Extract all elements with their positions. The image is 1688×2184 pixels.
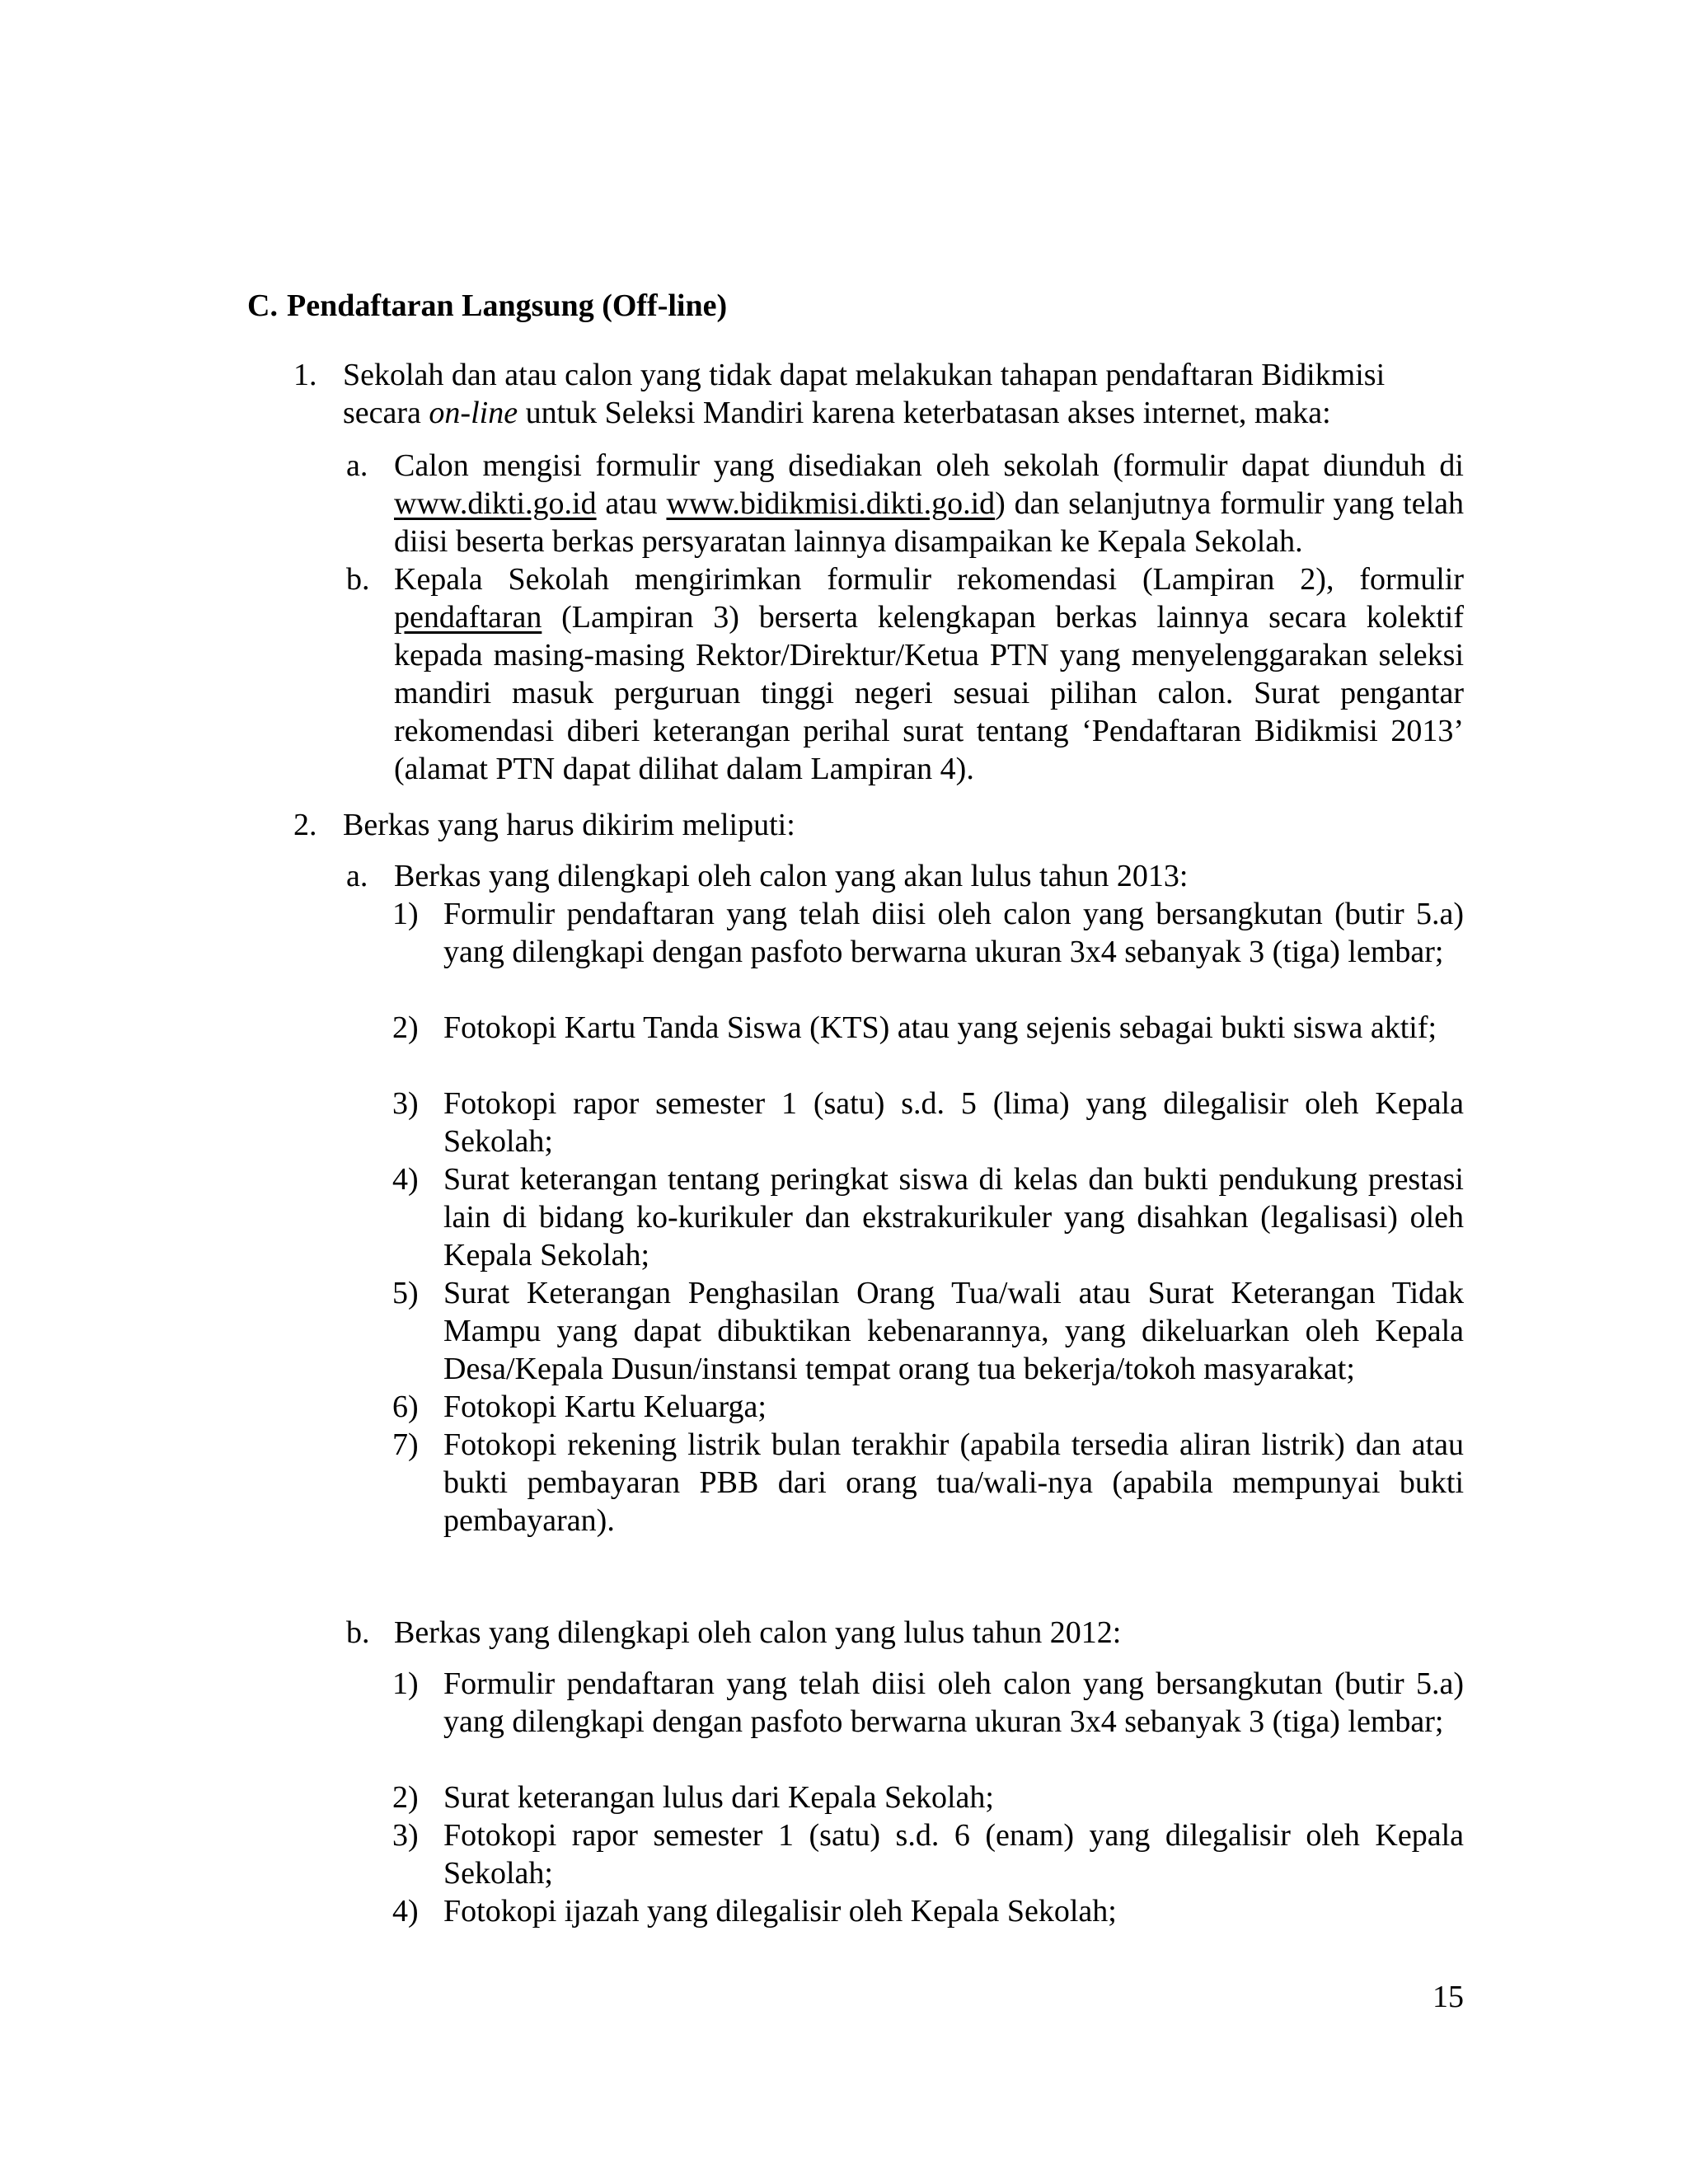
list-item-2	[293, 806, 1464, 844]
text-segment: Kepala Sekolah mengirimkan formulir rekomendasi (Lampiran 2), formulir	[394, 562, 1464, 597]
item-text-pre: secara	[343, 396, 429, 430]
page-number: 15	[1432, 1980, 1464, 2014]
requirement-number: 3)	[392, 1086, 419, 1121]
section-letter: C.	[247, 288, 278, 323]
sub-item-1b	[346, 560, 1464, 788]
list-item-text	[343, 356, 1464, 432]
requirement-text: Fotokopi Kartu Tanda Siswa (KTS) atau yang sejenis sebagai bukti siswa aktif;	[443, 1010, 1437, 1045]
list-item-text	[394, 560, 1464, 788]
section-heading	[247, 287, 727, 325]
requirement-text: Fotokopi ijazah yang dilegalisir oleh Kepala Sekolah;	[443, 1894, 1117, 1929]
requirement-text: Surat keterangan lulus dari Kepala Sekolah;	[443, 1780, 994, 1815]
requirement-number: 1)	[392, 1666, 419, 1701]
requirement-number: 5)	[392, 1276, 419, 1310]
section-title: Pendaftaran Langsung (Off-line)	[287, 288, 728, 323]
requirement-number: 2)	[392, 1010, 419, 1045]
sub-item-2b	[346, 1614, 1464, 1652]
sub-item-1a	[346, 447, 1464, 560]
requirement-number: 4)	[392, 1894, 419, 1929]
requirement-item	[392, 895, 1464, 971]
requirement-item	[392, 1160, 1464, 1274]
list-item-text: Berkas yang harus dikirim meliputi:	[343, 808, 795, 842]
item-text-emphasis: on-line	[429, 396, 518, 430]
requirement-item	[392, 1388, 1464, 1426]
list-letter: a.	[346, 859, 368, 893]
sub-item-2a	[346, 857, 1464, 895]
requirement-item	[392, 1779, 1464, 1816]
bidikmisi-link[interactable]: www.bidikmisi.dikti.go.id	[666, 486, 996, 521]
requirement-item	[392, 1085, 1464, 1160]
requirement-item	[392, 1426, 1464, 1540]
requirement-number: 4)	[392, 1162, 419, 1197]
text-segment: (Lampiran 3) berserta kelengkapan berkas lainnya secara kolektif kepada masing-masing Rektor/Direktur/Ketua PTN yang menyelenggarakan seleksi mandiri masuk perguruan tinggi negeri sesuai pilihan calon. Surat pengantar rekomendasi diberi keterangan perihal surat tentang ‘Pendaftaran Bidikmisi 2013’ (alamat PTN dapat dilihat dalam Lampiran 4).	[394, 600, 1464, 786]
item-text-post: untuk Seleksi Mandiri karena keterbatasan akses internet, maka:	[518, 396, 1331, 430]
list-number: 1.	[293, 358, 317, 392]
requirement-item	[392, 1816, 1464, 1892]
requirement-text: Fotokopi Kartu Keluarga;	[443, 1390, 767, 1424]
requirement-text: Surat keterangan tentang peringkat siswa di kelas dan bukti pendukung prestasi lain di bidang ko-kurikuler dan ekstrakurikuler yang disahkan (legalisasi) oleh Kepala Sekolah;	[443, 1162, 1464, 1272]
requirement-text: Fotokopi rapor semester 1 (satu) s.d. 5 (lima) yang dilegalisir oleh Kepala Sekolah;	[443, 1086, 1464, 1159]
list-letter: b.	[346, 1615, 370, 1650]
requirement-text: Formulir pendaftaran yang telah diisi oleh calon yang bersangkutan (butir 5.a) yang dilengkapi dengan pasfoto berwarna ukuran 3x4 sebanyak 3 (tiga) lembar;	[443, 1666, 1464, 1739]
list-item-text: Berkas yang dilengkapi oleh calon yang akan lulus tahun 2013:	[394, 859, 1189, 893]
requirement-text: Formulir pendaftaran yang telah diisi oleh calon yang bersangkutan (butir 5.a) yang dilengkapi dengan pasfoto berwarna ukuran 3x4 sebanyak 3 (tiga) lembar;	[443, 897, 1464, 969]
text-segment: Calon mengisi formulir yang disediakan oleh sekolah (formulir dapat diunduh di	[394, 448, 1464, 483]
list-item-1	[293, 356, 1464, 432]
requirement-text: Fotokopi rekening listrik bulan terakhir (apabila tersedia aliran listrik) dan atau bukti pembayaran PBB dari orang tua/wali-nya (apabila mempunyai bukti pembayaran).	[443, 1427, 1464, 1538]
requirement-number: 2)	[392, 1780, 419, 1815]
list-item-text: Berkas yang dilengkapi oleh calon yang lulus tahun 2012:	[394, 1615, 1122, 1650]
text-segment: ) dan selanjutnya formulir yang telah diisi beserta berkas persyaratan lainnya disampaikan ke Kepala Sekolah.	[394, 486, 1464, 559]
underlined-text: pendaftaran	[394, 600, 542, 635]
item-text-line: Sekolah dan atau calon yang tidak dapat melakukan tahapan pendaftaran Bidikmisi	[343, 358, 1386, 392]
requirement-item	[392, 1665, 1464, 1741]
text-segment: atau	[596, 486, 667, 521]
requirement-number: 1)	[392, 897, 419, 931]
requirement-number: 3)	[392, 1818, 419, 1853]
list-letter: b.	[346, 562, 370, 597]
requirement-item	[392, 1009, 1464, 1047]
list-number: 2.	[293, 808, 317, 842]
list-item-text	[394, 447, 1464, 560]
requirement-text: Surat Keterangan Penghasilan Orang Tua/wali atau Surat Keterangan Tidak Mampu yang dapat dibuktikan kebenarannya, yang dikeluarkan oleh Kepala Desa/Kepala Dusun/instansi tempat orang tua bekerja/tokoh masyarakat;	[443, 1276, 1464, 1386]
requirement-item	[392, 1892, 1464, 1930]
dikti-link[interactable]: www.dikti.go.id	[394, 486, 597, 521]
requirement-text: Fotokopi rapor semester 1 (satu) s.d. 6 (enam) yang dilegalisir oleh Kepala Sekolah;	[443, 1818, 1464, 1891]
requirement-number: 6)	[392, 1390, 419, 1424]
requirement-number: 7)	[392, 1427, 419, 1462]
requirement-item	[392, 1274, 1464, 1388]
list-letter: a.	[346, 448, 368, 483]
